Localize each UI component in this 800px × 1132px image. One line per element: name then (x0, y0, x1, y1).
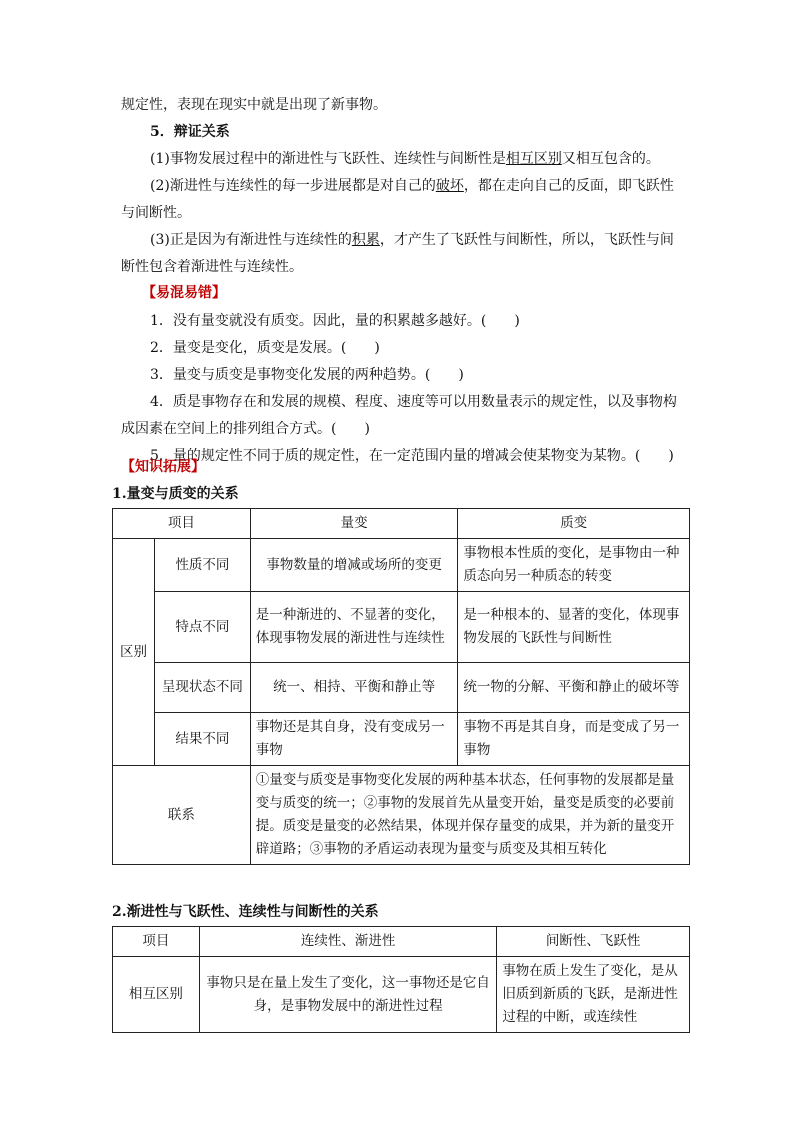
header-item: 项目 (113, 927, 200, 957)
cell-qualitative: 事物不再是其自身，而是变成了另一事物 (458, 713, 690, 766)
row-label: 呈现状态不同 (154, 663, 250, 713)
header-discontinuity: 间断性、飞跃性 (497, 927, 690, 957)
cell-qualitative: 是一种根本的、显著的变化，体现事物发展的飞跃性与间断性 (458, 592, 690, 663)
cell-quantitative: 统一、相持、平衡和静止等 (250, 663, 458, 713)
link-label: 联系 (113, 766, 251, 865)
quantity-quality-table (112, 508, 690, 865)
confusion-item: 2．量变是变化，质变是发展。( ) (150, 340, 380, 356)
table1-title: 1.量变与质变的关系 (112, 486, 239, 502)
cell-discontinuity: 事物在质上发生了变化，是从旧质到新质的飞跃，是渐进性过程的中断，或连续性 (497, 957, 690, 1033)
cell-quantitative: 事物数量的增减或场所的变更 (250, 539, 458, 592)
cell-qualitative: 统一物的分解、平衡和静止的破坏等 (458, 663, 690, 713)
row-label: 相互区别 (113, 957, 200, 1033)
header-qualitative: 质变 (458, 509, 690, 539)
confusion-item-cont: 成因素在空间上的排列组合方式。( ) (121, 421, 370, 437)
intro-tail: 规定性，表现在现实中就是出现了新事物。 (121, 97, 387, 113)
table2-title: 2.渐进性与飞跃性、连续性与间断性的关系 (112, 904, 379, 920)
row-label: 结果不同 (154, 713, 250, 766)
underlined-term: 积累 (351, 232, 380, 248)
cell-quantitative: 是一种渐进的、不显著的变化，体现事物发展的渐进性与连续性 (250, 592, 458, 663)
header-item: 项目 (113, 509, 251, 539)
confusion-item: 5．量的规定性不同于质的规定性，在一定范围内量的增减会使某物变为某物。( ) (150, 448, 674, 464)
underlined-term: 破坏 (435, 178, 464, 194)
continuity-table (112, 926, 690, 1033)
extension-heading: 【知识拓展】 (121, 459, 205, 475)
cell-quantitative: 事物还是其自身，没有变成另一事物 (250, 713, 458, 766)
header-quantitative: 量变 (250, 509, 458, 539)
section5-para2-cont: 与间断性。 (121, 205, 191, 221)
section5-para3: (3)正是因为有渐进性与连续性的积累，才产生了飞跃性与间断性，所以，飞跃性与间 (150, 232, 674, 248)
section5-para2: (2)渐进性与连续性的每一步进展都是对自己的破坏，都在走向自己的反面，即飞跃性 (150, 178, 674, 194)
section5-para1: (1)事物发展过程中的渐进性与飞跃性、连续性与间断性是相互区别又相互包含的。 (150, 151, 660, 167)
section5-heading: 5．辩证关系 (150, 124, 230, 140)
cell-continuity: 事物只是在量上发生了变化，这一事物还是它自身，是事物发展中的渐进性过程 (199, 957, 496, 1033)
confusion-item: 3．量变与质变是事物变化发展的两种趋势。( ) (150, 367, 464, 383)
link-text: ①量变与质变是事物变化发展的两种基本状态，任何事物的发展都是量变与质变的统一；②事物的发展首先从量变开始，量变是质变的必要前提。质变是量变的必然结果，体现并保存量变的成果，并为新的量变开辟道路；③事物的矛盾运动表现为量变与质变及其相互转化 (250, 766, 689, 865)
confusion-item: 4．质是事物存在和发展的规模、程度、速度等可以用数量表示的规定性，以及事物构 (150, 394, 677, 410)
header-continuity: 连续性、渐进性 (199, 927, 496, 957)
row-label: 特点不同 (154, 592, 250, 663)
confusion-heading: 【易混易错】 (142, 285, 226, 301)
cell-qualitative: 事物根本性质的变化，是事物由一种质态向另一种质态的转变 (458, 539, 690, 592)
row-label: 性质不同 (154, 539, 250, 592)
group-label-difference: 区别 (113, 539, 155, 766)
underlined-term: 相互区别 (505, 151, 562, 167)
confusion-item: 1．没有量变就没有质变。因此，量的积累越多越好。( ) (150, 313, 520, 329)
section5-para3-cont: 断性包含着渐进性与连续性。 (121, 259, 303, 275)
